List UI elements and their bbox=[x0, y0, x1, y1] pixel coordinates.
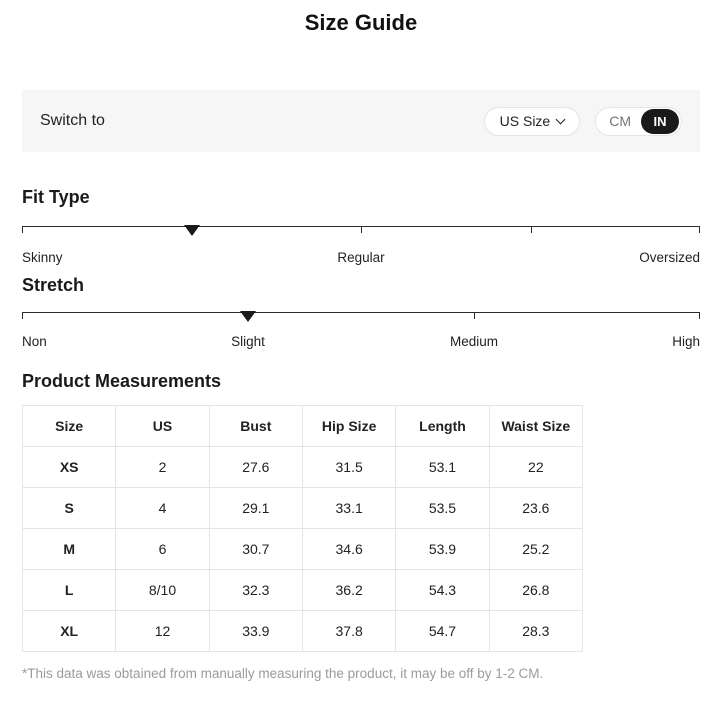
measure-cell: 34.6 bbox=[302, 529, 395, 570]
measure-cell: 22 bbox=[489, 447, 582, 488]
size-standard-value: US Size bbox=[499, 113, 551, 129]
switch-to-label: Switch to bbox=[40, 112, 105, 129]
measure-cell: 53.5 bbox=[396, 488, 489, 529]
size-cell: M bbox=[23, 529, 116, 570]
slider-label: Slight bbox=[231, 334, 265, 349]
fit-type-slider bbox=[22, 226, 700, 238]
measurements-title: Product Measurements bbox=[22, 371, 222, 391]
stretch-labels bbox=[22, 334, 700, 350]
measure-cell: 54.3 bbox=[396, 570, 489, 611]
switch-controls bbox=[484, 107, 682, 136]
measure-cell: 53.1 bbox=[396, 447, 489, 488]
fit-type-title: Fit Type bbox=[22, 187, 90, 207]
measure-cell: 27.6 bbox=[209, 447, 302, 488]
measure-cell: 8/10 bbox=[116, 570, 209, 611]
measure-cell: 25.2 bbox=[489, 529, 582, 570]
slider-label: Regular bbox=[337, 250, 385, 265]
slider-track-line bbox=[22, 312, 700, 313]
column-header: Bust bbox=[209, 406, 302, 447]
slider-label: Medium bbox=[450, 334, 499, 349]
size-standard-dropdown[interactable] bbox=[484, 107, 581, 136]
slider-tick bbox=[699, 312, 700, 319]
slider-marker bbox=[184, 225, 200, 236]
measure-cell: 4 bbox=[116, 488, 209, 529]
table-body bbox=[23, 447, 583, 652]
slider-tick bbox=[531, 226, 532, 233]
table-header-row bbox=[23, 406, 583, 447]
slider-label: Oversized bbox=[639, 250, 700, 265]
slider-tick bbox=[361, 226, 362, 233]
measure-cell: 53.9 bbox=[396, 529, 489, 570]
size-cell: S bbox=[23, 488, 116, 529]
slider-marker bbox=[240, 311, 256, 322]
size-cell: XS bbox=[23, 447, 116, 488]
size-cell: L bbox=[23, 570, 116, 611]
table-row bbox=[23, 447, 583, 488]
column-header: Length bbox=[396, 406, 489, 447]
measure-cell: 26.8 bbox=[489, 570, 582, 611]
measure-cell: 28.3 bbox=[489, 611, 582, 652]
column-header: Size bbox=[23, 406, 116, 447]
measure-cell: 32.3 bbox=[209, 570, 302, 611]
measurement-footnote: *This data was obtained from manually measuring the product, it may be off by 1-2 CM. bbox=[22, 666, 544, 681]
table-row bbox=[23, 611, 583, 652]
measurements-table bbox=[22, 405, 583, 652]
measure-cell: 54.7 bbox=[396, 611, 489, 652]
slider-tick bbox=[22, 226, 23, 233]
column-header: US bbox=[116, 406, 209, 447]
measure-cell: 2 bbox=[116, 447, 209, 488]
stretch-title: Stretch bbox=[22, 275, 85, 295]
stretch-slider bbox=[22, 312, 700, 324]
table-row bbox=[23, 529, 583, 570]
unit-option-in[interactable]: IN bbox=[641, 109, 679, 134]
table-row bbox=[23, 488, 583, 529]
slider-tick bbox=[22, 312, 23, 319]
measure-cell: 33.1 bbox=[302, 488, 395, 529]
page-title: Size Guide bbox=[304, 10, 418, 35]
size-cell: XL bbox=[23, 611, 116, 652]
slider-label: High bbox=[672, 334, 700, 349]
measure-cell: 37.8 bbox=[302, 611, 395, 652]
slider-label: Skinny bbox=[22, 250, 63, 265]
switch-bar bbox=[22, 90, 700, 152]
table-row bbox=[23, 570, 583, 611]
column-header: Waist Size bbox=[489, 406, 582, 447]
measure-cell: 30.7 bbox=[209, 529, 302, 570]
measure-cell: 36.2 bbox=[302, 570, 395, 611]
slider-label: Non bbox=[22, 334, 47, 349]
slider-tick bbox=[474, 312, 475, 319]
slider-tick bbox=[699, 226, 700, 233]
measure-cell: 33.9 bbox=[209, 611, 302, 652]
measure-cell: 12 bbox=[116, 611, 209, 652]
unit-option-cm[interactable]: CM bbox=[609, 113, 631, 129]
measure-cell: 6 bbox=[116, 529, 209, 570]
unit-toggle[interactable] bbox=[595, 107, 682, 136]
column-header: Hip Size bbox=[302, 406, 395, 447]
measure-cell: 23.6 bbox=[489, 488, 582, 529]
chevron-down-icon bbox=[556, 114, 566, 124]
measure-cell: 29.1 bbox=[209, 488, 302, 529]
measure-cell: 31.5 bbox=[302, 447, 395, 488]
fit-type-labels bbox=[22, 250, 700, 266]
